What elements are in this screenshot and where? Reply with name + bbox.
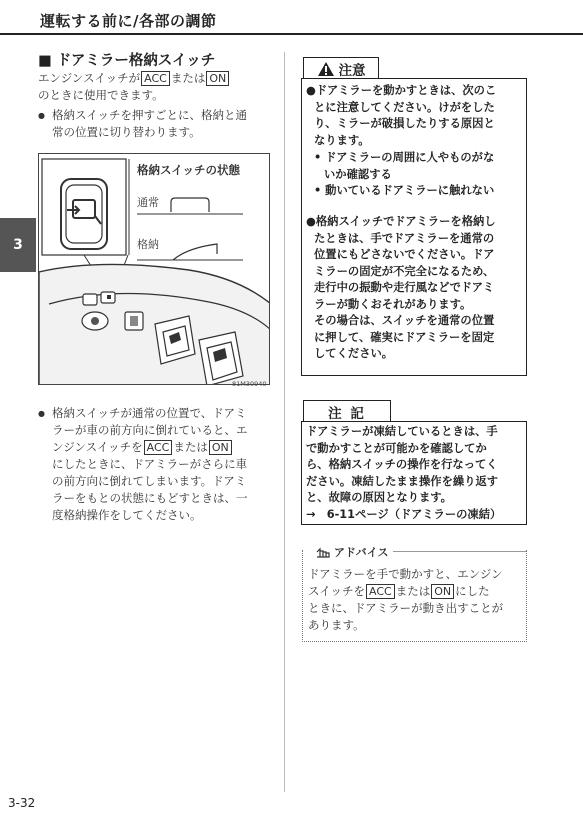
note-paragraph <box>306 424 526 523</box>
advice-line4: あります。 <box>308 618 365 632</box>
advice-line2-mid: または <box>395 584 431 598</box>
caution-paragraph-1 <box>306 83 526 149</box>
note-line: ださい。凍結したまま操作を繰り返す <box>306 474 499 488</box>
caution-sub-1 <box>314 150 526 183</box>
chapter-side-tab <box>0 218 36 272</box>
advice-line2-pre: スイッチを <box>308 584 366 598</box>
caution-p1-line: り、ミラーが破損したりする原因と <box>314 117 495 130</box>
caution-p2-line: 位置にもどさないでください。ドア <box>314 248 495 261</box>
bullet1-line1: 格納スイッチを押すごとに、格納と通 <box>52 108 248 122</box>
mirror-switch-figure <box>38 153 270 385</box>
key-acc: ACC <box>366 584 395 599</box>
pointing-hand-icon <box>316 546 330 558</box>
intro-pre: エンジンスイッチが <box>38 71 141 85</box>
figure-code: 81M30940 <box>232 380 267 388</box>
intro-post: のときに使用できます。 <box>38 88 164 102</box>
figure-state-title: 格納スイッチの状態 <box>137 163 241 177</box>
bullet2-line2: ラーが車の前方向に倒れていると、エ <box>52 423 248 437</box>
intro-paragraph <box>38 70 278 104</box>
note-line: と、故障の原因となります。 <box>306 491 452 504</box>
note-line: で動かすことが可能かを確認してか <box>306 441 487 455</box>
intro-mid: または <box>170 71 206 85</box>
caution-p2-line: ラーが動くおそれがあります。 <box>314 297 472 311</box>
bullet2-line1: 格納スイッチが通常の位置で、ドアミ <box>52 406 247 420</box>
caution-p2-line: ●格納スイッチでドアミラーを格納し <box>306 215 496 228</box>
bullet2-line6: ラーをもとの状態にもどすときは、一 <box>52 491 248 505</box>
bullet2-line4: にしたときに、ドアミラーがさらに車 <box>52 457 248 471</box>
advice-line2-post: にした <box>455 584 490 598</box>
caution-sub-2: • 動いているドアミラーに触れない <box>314 184 495 197</box>
title-rule <box>0 33 583 35</box>
caution-p2-line: してください。 <box>314 347 394 360</box>
figure-illustration <box>39 154 270 385</box>
key-on: ON <box>209 440 232 455</box>
key-acc: ACC <box>144 440 173 455</box>
bullet-forward-info <box>38 405 278 524</box>
caution-p2-line: たときは、手でドアミラーを通常の <box>314 231 495 245</box>
note-page-reference: → 6-11ページ（ドアミラーの凍結） <box>306 507 502 521</box>
caution-paragraph-2 <box>306 214 526 363</box>
caution-tab <box>303 57 379 79</box>
caution-p2-line: ミラーの固定が不完全になるため、 <box>314 264 495 278</box>
advice-paragraph <box>308 566 526 634</box>
key-on: ON <box>206 71 229 86</box>
figure-normal-label: 通常 <box>137 196 159 209</box>
caution-title: 注意 <box>338 62 366 79</box>
bullet-toggle-info <box>38 107 278 141</box>
caution-p2-line: に押して、確実にドアミラーを固定 <box>314 330 495 344</box>
caution-p2-line: 走行中の振動や走行風などでドアミ <box>314 281 495 294</box>
figure-folded-label: 格納 <box>137 238 159 251</box>
caution-sub1-line: • ドアミラーの周囲に人やものがな <box>314 151 495 164</box>
advice-title: アドバイス <box>333 546 389 559</box>
advice-line1: ドアミラーを手で動かすと、エンジン <box>308 567 503 581</box>
caution-sub1-line: いか確認する <box>324 167 392 181</box>
key-acc: ACC <box>141 71 170 86</box>
bullet2-line3-pre: ンジンスイッチを <box>52 440 143 454</box>
chapter-number: 3 <box>13 237 23 253</box>
page-number: 3-32 <box>8 796 36 810</box>
advice-line3: ときに、ドアミラーが動き出すことが <box>308 601 504 615</box>
section-heading: ■ ドアミラー格納スイッチ <box>38 53 216 69</box>
advice-header <box>312 544 393 560</box>
bullet2-line5: の前方向に倒れてしまいます。ドアミ <box>52 474 247 488</box>
advice-header-rule <box>386 551 526 552</box>
warning-triangle-icon <box>317 61 335 77</box>
caution-p2-line: その場合は、スイッチを通常の位置 <box>314 314 495 327</box>
bullet2-line3-mid: または <box>173 440 208 454</box>
note-line: ら、格納スイッチの操作を行なってく <box>306 458 498 471</box>
column-divider <box>284 52 285 792</box>
note-title: 注 記 <box>328 405 366 422</box>
bullet1-line2: 常の位置に切り替わります。 <box>52 125 201 139</box>
caution-p1-line: とに注意してください。けがをした <box>314 100 495 114</box>
note-line: ドアミラーが凍結しているときは、手 <box>306 425 498 438</box>
caution-p1-line: ●ドアミラーを動かすときは、次のこ <box>306 84 497 97</box>
bullet2-line7: 度格納操作をしてください。 <box>52 508 202 522</box>
key-on: ON <box>431 584 454 599</box>
note-tab <box>303 400 391 422</box>
chapter-title: 運転する前に/各部の調節 <box>40 12 217 30</box>
caution-p1-line: なります。 <box>314 133 370 147</box>
